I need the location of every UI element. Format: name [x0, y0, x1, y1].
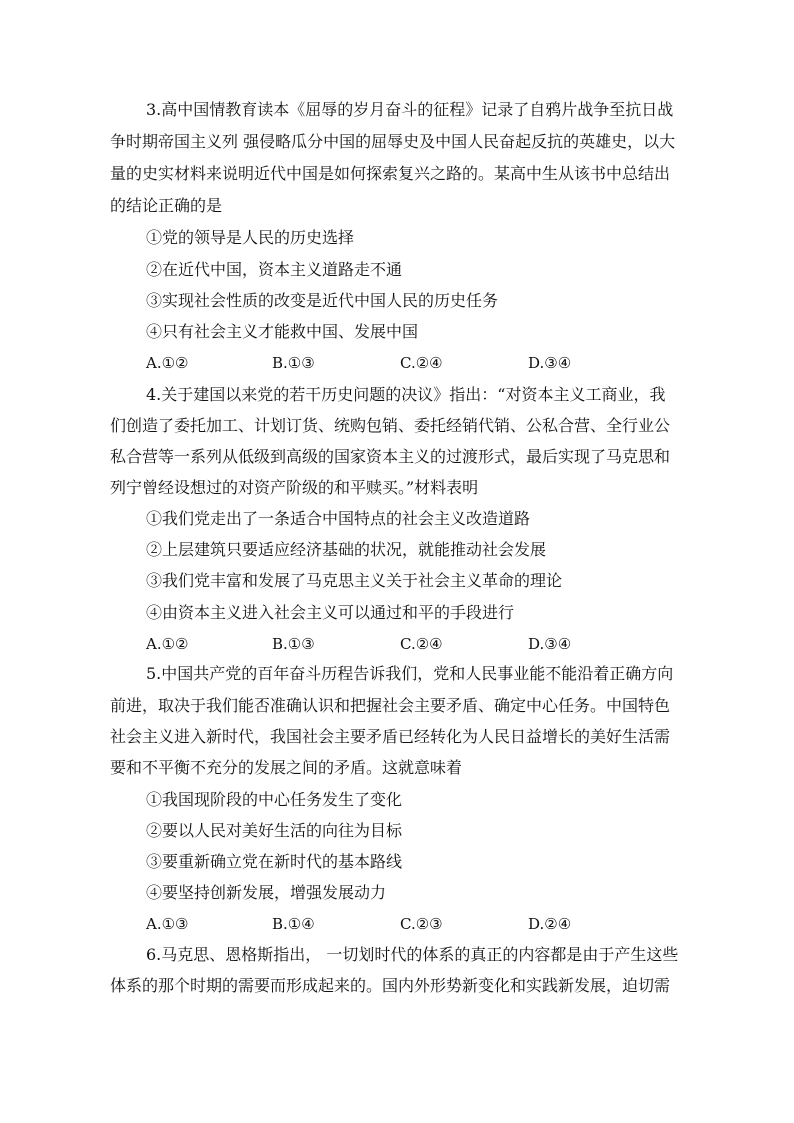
question-5-answer-b: B.①④: [272, 915, 315, 933]
question-4-answer-c: C.②④: [400, 635, 443, 653]
question-4-stem-line: 私合营等一系列从低级到高级的国家资本主义的过渡形式，最后实现了马克思和: [110, 447, 671, 466]
question-4-stem-line: 列宁曾经设想过的对资产阶级的和平赎买。”材料表明: [110, 478, 479, 497]
question-5-option: ①我国现阶段的中心任务发生了变化: [146, 790, 403, 809]
question-5-stem-line: 5.中国共产党的百年奋斗历程告诉我们，党和人民事业能不能沿着正确方向: [146, 664, 674, 683]
question-3-answer-d: D.③④: [528, 354, 572, 372]
question-3-answer-a: A.①②: [146, 354, 189, 372]
question-6-stem-line: 6.马克思、恩格斯指出， 一切划时代的体系的真正的内容都是由于产生这些: [146, 945, 679, 964]
question-4-option: ③我们党丰富和发展了马克思主义关于社会主义革命的理论: [146, 571, 563, 590]
question-3-option: ①党的领导是人民的历史选择: [146, 228, 355, 247]
question-3-answer-c: C.②④: [400, 354, 443, 372]
question-4-answer-d: D.③④: [528, 635, 572, 653]
question-5-option: ③要重新确立党在新时代的基本路线: [146, 852, 403, 871]
question-3-stem-line: 争时期帝国主义列 强侵略瓜分中国的屈辱史及中国人民奋起反抗的英雄史，以大: [110, 132, 676, 151]
question-5-stem-line: 要和不平衡不充分的发展之间的矛盾。这就意味着: [110, 758, 463, 777]
question-3-answer-b: B.①③: [272, 354, 315, 372]
question-4-option: ①我们党走出了一条适合中国特点的社会主义改造道路: [146, 509, 531, 528]
question-4-stem-line: 们创造了委托加工、计划订货、统购包销、委托经销代销、公私合营、全行业公: [110, 416, 671, 435]
question-3-option: ④只有社会主义才能救中国、发展中国: [146, 322, 419, 341]
question-4-answer-b: B.①③: [272, 635, 315, 653]
question-4-option: ②上层建筑只要适应经济基础的状况，就能推动社会发展: [146, 540, 547, 559]
question-5-answer-a: A.①③: [146, 915, 189, 933]
question-4-stem-line: 4.关于建国以来党的若干历史问题的决议》指出：“对资本主义工商业，我: [146, 385, 666, 404]
question-5-stem-line: 前进，取决于我们能否准确认识和把握社会主要矛盾、确定中心任务。中国特色: [110, 696, 671, 715]
question-5-option: ④要坚持创新发展，增强发展动力: [146, 883, 387, 902]
question-5-answer-d: D.②④: [528, 915, 572, 933]
question-3-option: ③实现社会性质的改变是近代中国人民的历史任务: [146, 291, 499, 310]
question-6-stem-line: 体系的那个时期的需要而形成起来的。国内外形势新变化和实践新发展，迫切需: [110, 976, 671, 995]
question-3-stem-line: 量的史实材料来说明近代中国是如何探索复兴之路的。某高中生从该书中总结出: [110, 164, 671, 183]
question-5-answer-c: C.②③: [400, 915, 443, 933]
question-4-answer-a: A.①②: [146, 635, 189, 653]
question-3-option: ②在近代中国，资本主义道路走不通: [146, 260, 403, 279]
question-5-stem-line: 社会主义进入新时代，我国社会主要矛盾已经转化为人民日益增长的美好生活需: [110, 727, 671, 746]
question-4-option: ④由资本主义进入社会主义可以通过和平的手段进行: [146, 603, 515, 622]
question-5-option: ②要以人民对美好生活的向往为目标: [146, 821, 403, 840]
question-3-stem-line: 3.高中国情教育读本《屈辱的岁月奋斗的征程》记录了自鸦片战争至抗日战: [146, 100, 674, 119]
question-3-stem-line: 的结论正确的是: [110, 196, 223, 215]
